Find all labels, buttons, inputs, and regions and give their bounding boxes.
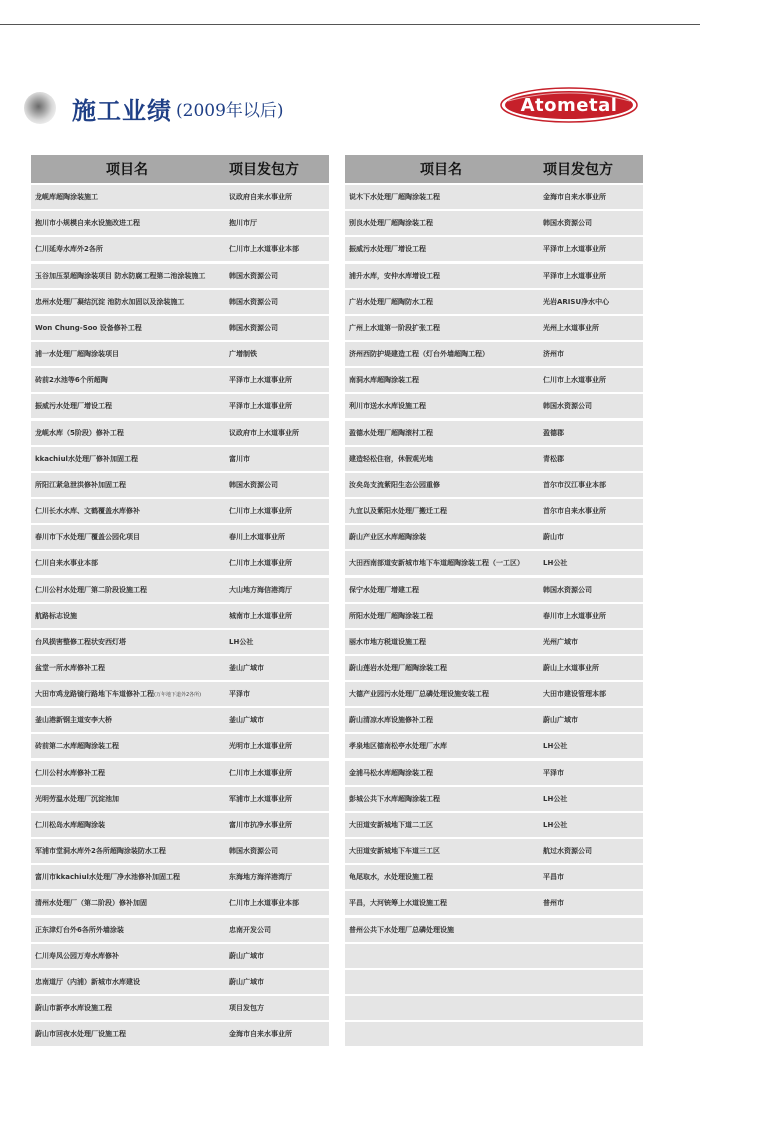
table-row	[345, 237, 643, 261]
client-cell: 仁川市上水道事业本部	[229, 245, 299, 254]
table-row	[345, 185, 643, 209]
project-name: 大田道安新城地下道二工区	[349, 820, 433, 829]
project-name-cell	[345, 244, 537, 254]
client-cell: 韩国水资源公司	[229, 271, 278, 280]
table-row	[345, 918, 643, 942]
project-name: 蔚山市新亭水库设施工程	[35, 1004, 112, 1012]
table-row	[345, 996, 643, 1020]
project-name: 航路标志设施	[35, 611, 77, 620]
project-name-note: (万年地下道外2各所)	[154, 692, 202, 699]
project-name-cell	[31, 689, 223, 699]
project-name-cell	[345, 663, 537, 673]
project-name: 普州公共下水处理厂总磷处理设施	[349, 925, 454, 934]
client-cell: 富川市抗净水事业所	[229, 820, 292, 829]
project-name: 砖前第二水库超陶涂装工程	[35, 742, 119, 751]
table-row	[31, 604, 329, 628]
bullet-icon	[24, 92, 56, 124]
client-cell: 釜山广域市	[229, 716, 264, 725]
client-cell: 青松郡	[543, 454, 564, 463]
client-cell: 平泽市	[229, 690, 250, 699]
project-name-cell	[31, 297, 223, 307]
table-row	[31, 944, 329, 968]
client-cell: 蔚山广域市	[543, 716, 578, 725]
project-name-cell	[31, 428, 223, 438]
project-name: 振威污水处理厂增设工程	[35, 402, 112, 411]
project-name-cell	[345, 611, 537, 621]
table-row	[345, 551, 643, 575]
project-name: 砖前2水池等6个所超陶	[35, 376, 108, 385]
table-row	[345, 813, 643, 837]
client-cell: 首尔市自来水事业所	[543, 507, 606, 516]
table-row	[345, 656, 643, 680]
client-cell: 仁川市上水道事业所	[543, 376, 606, 385]
project-name-cell	[31, 898, 223, 908]
client-cell: 韩国水资源公司	[543, 402, 592, 411]
client-cell: 平泽市上水道事业所	[229, 376, 292, 385]
table-row	[31, 237, 329, 261]
project-name-cell	[345, 585, 537, 595]
project-name: 彭城公共下水库超陶涂装工程	[349, 794, 440, 803]
project-name: 大德产业园污水处理厂总磷处理设施安装工程	[349, 690, 489, 699]
project-name: 浦一水处理厂超陶涂装项目	[35, 350, 119, 359]
table-row	[345, 473, 643, 497]
project-name-cell	[345, 794, 537, 804]
project-name-cell	[345, 454, 537, 464]
project-name-cell	[31, 375, 223, 385]
table-row	[31, 813, 329, 837]
table-row	[31, 578, 329, 602]
project-name: 大田道安新城地下车道三工区	[349, 847, 440, 856]
client-cell: 釜山广域市	[229, 663, 264, 672]
project-name-cell	[345, 689, 537, 699]
table-row	[31, 708, 329, 732]
client-cell: 东海地方海洋港湾厅	[229, 873, 292, 882]
client-cell: 韩国水资源公司	[543, 219, 592, 228]
project-name-cell	[31, 663, 223, 673]
project-name-cell	[31, 951, 223, 961]
table-row	[345, 342, 643, 366]
table-row	[345, 891, 643, 915]
project-name-cell	[345, 898, 537, 908]
project-name: 台风损害整修工程状安西灯塔	[35, 637, 126, 646]
project-name-cell	[31, 637, 223, 647]
client-cell: 韩国水资源公司	[229, 297, 278, 306]
table-row	[31, 394, 329, 418]
project-name: 建造轻松住宿，休假观光地	[349, 454, 433, 463]
project-name: 蔚山市回夜水处理厂设施工程	[35, 1030, 126, 1039]
table-row	[345, 761, 643, 785]
project-name: 清州水处理厂（第二阶段）修补加固	[35, 899, 147, 908]
table-row	[345, 944, 643, 968]
table-row	[345, 787, 643, 811]
project-name: 蔚山清凉水库设施修补工程	[349, 716, 433, 725]
client-cell: 光岩ARISU净水中心	[543, 297, 610, 306]
table-row	[345, 630, 643, 654]
header-client: 项目发包方	[229, 162, 299, 178]
client-cell: 蔚山市	[543, 533, 564, 542]
table-row	[345, 604, 643, 628]
project-name: kkachiul水处理厂修补加固工程	[35, 454, 138, 463]
client-cell: 仁川市上水道事业本部	[229, 899, 299, 908]
project-name: 正东津灯台外6各所外墙涂装	[35, 925, 124, 934]
table-row	[345, 368, 643, 392]
project-name-cell	[31, 532, 223, 542]
client-cell: 光明市上水道事业所	[229, 742, 292, 751]
table-row	[345, 682, 643, 706]
client-cell: 军浦市上水道事业所	[229, 794, 292, 803]
project-name-cell	[31, 846, 223, 856]
project-name-cell	[31, 715, 223, 725]
project-name: 利川市送水水库设施工程	[349, 402, 426, 411]
table-row	[345, 578, 643, 602]
project-name: 仁川公村水处理厂第二阶段设施工程	[35, 585, 147, 594]
table-row	[31, 368, 329, 392]
project-name-cell	[345, 558, 537, 568]
client-cell: 议政府自来水事业所	[229, 193, 292, 202]
client-cell: 盈德郡	[543, 428, 564, 437]
client-cell: 春川市上水道事业所	[543, 611, 606, 620]
client-cell: 平泽市上水道事业所	[543, 245, 606, 254]
project-name: 说木下水处理厂超陶涂装工程	[349, 193, 440, 202]
table-row	[345, 264, 643, 288]
table-row	[31, 734, 329, 758]
project-name-cell	[345, 401, 537, 411]
client-cell: 航过水资源公司	[543, 847, 592, 856]
project-name-cell	[345, 323, 537, 333]
table-row	[345, 421, 643, 445]
table-row	[31, 682, 329, 706]
page-subtitle: (2009年以后)	[176, 100, 284, 121]
project-name: 南洞水库超陶涂装工程	[349, 376, 419, 385]
project-name: 大田西南部道安新城市地下车道超陶涂装工程（一工区）	[349, 559, 524, 568]
table-body-right	[345, 185, 643, 1046]
project-name: 仁川寿凤公园万寿水库修补	[35, 951, 119, 960]
project-name: 忠南道厅（内浦）新城市水库建设	[35, 977, 140, 986]
client-cell: 韩国水资源公司	[229, 480, 278, 489]
project-name: 抱川市小规模自来水设施改进工程	[35, 219, 140, 228]
client-cell: 金海市自来水事业所	[229, 1030, 292, 1039]
project-name: 所阳水处理厂超陶涂装工程	[349, 611, 433, 620]
project-name: 仁川自来水事业本部	[35, 559, 98, 568]
table-row	[345, 839, 643, 863]
project-name-cell	[31, 585, 223, 595]
project-name: 军浦市堂洞水库外2各所超陶涂装防水工程	[35, 847, 166, 856]
project-name-cell	[345, 872, 537, 882]
project-name-cell	[31, 1029, 223, 1039]
project-name-cell	[345, 532, 537, 542]
project-name: 保宁水处理厂增建工程	[349, 585, 419, 594]
client-cell: 项目发包方	[229, 1004, 264, 1012]
table-row	[345, 499, 643, 523]
client-cell: 韩国水资源公司	[543, 585, 592, 594]
project-name: 蔚山莲岩水处理厂超陶涂装工程	[349, 663, 447, 672]
project-name-cell	[345, 820, 537, 830]
project-name-cell	[31, 218, 223, 228]
table-row	[31, 551, 329, 575]
project-name: 光明劳温水处理厂沉淀池加	[35, 794, 119, 803]
project-name: 平昌，大河铳筹上水道设施工程	[349, 899, 447, 908]
table-row	[345, 447, 643, 471]
project-name-cell	[345, 768, 537, 778]
client-cell: 平泽市	[543, 768, 564, 777]
project-name-cell	[31, 192, 223, 202]
project-name-cell	[345, 637, 537, 647]
project-name: 金浦马松水库超陶涂装工程	[349, 768, 433, 777]
client-cell: 韩国水资源公司	[229, 847, 278, 856]
table-row	[345, 1022, 643, 1046]
table-row	[31, 316, 329, 340]
table-row	[345, 525, 643, 549]
project-name: 釜山港新钢主道安李大桥	[35, 716, 112, 725]
project-name-cell	[31, 611, 223, 621]
project-table-left	[31, 155, 329, 1046]
project-name-cell	[31, 558, 223, 568]
project-name-cell	[345, 192, 537, 202]
logo-text	[500, 87, 638, 123]
project-name-cell	[31, 820, 223, 830]
project-name: Won Chung-Soo 设备修补工程	[35, 323, 142, 332]
project-name-cell	[345, 297, 537, 307]
table-row	[345, 290, 643, 314]
header-project-name: 项目名	[106, 162, 148, 178]
project-name: 盆堂一所水库修补工程	[35, 663, 105, 672]
table-row	[31, 918, 329, 942]
table-row	[31, 996, 329, 1020]
project-name: 丽水市地方税道设施工程	[349, 637, 426, 646]
project-name-cell	[345, 480, 537, 490]
project-name-cell	[31, 323, 223, 333]
table-row	[31, 499, 329, 523]
client-cell: 广增制铁	[229, 350, 257, 359]
project-name: 玉谷加压泵超陶涂装项目 防水防腐工程第二池涂装施工	[35, 271, 206, 280]
client-cell: 普州市	[543, 899, 564, 908]
header-client: 项目发包方	[543, 162, 613, 178]
client-cell: 仁川市上水道事业所	[229, 559, 292, 568]
client-cell: 议政府市上水道事业所	[229, 428, 299, 437]
project-name-cell	[345, 506, 537, 516]
client-cell: LH公社	[543, 820, 568, 829]
project-name-cell	[31, 349, 223, 359]
atometal-logo	[500, 87, 638, 123]
project-name: 济州西防护堤建造工程（灯台外墙超陶工程）	[349, 350, 489, 359]
project-name: 春川市下水处理厂覆盖公园化项目	[35, 533, 140, 542]
client-cell: 仁川市上水道事业所	[229, 768, 292, 777]
table-row	[31, 211, 329, 235]
project-name-cell	[31, 506, 223, 516]
project-name-cell	[345, 715, 537, 725]
client-cell: LH公社	[229, 637, 254, 646]
client-cell: 光州广域市	[543, 637, 578, 646]
project-name: 所阳江紧急泄洪修补加固工程	[35, 480, 126, 489]
project-name: 仁川松岛水库超陶涂装	[35, 820, 105, 829]
table-row	[31, 421, 329, 445]
project-name-cell	[345, 925, 537, 935]
project-name: 蔚山产业区水库超陶涂装	[349, 533, 426, 542]
client-cell: 富川市	[229, 454, 250, 463]
project-name: 仁川延寿水库外2各所	[35, 245, 103, 254]
table-row	[31, 473, 329, 497]
project-table-right	[345, 155, 643, 1046]
project-name-cell	[31, 401, 223, 411]
project-name: 龙岘库超陶涂装施工	[35, 193, 98, 202]
project-name-cell	[31, 271, 223, 281]
project-name-cell	[345, 741, 537, 751]
client-cell: 金海市自来水事业所	[543, 193, 606, 202]
project-name: 汝矣岛支流紫阳生态公园重修	[349, 480, 440, 489]
table-row	[31, 865, 329, 889]
project-name: 忠州水处理厂凝结沉淀 池防水加固以及涂装施工	[35, 297, 185, 306]
client-cell: 抱川市厅	[229, 219, 257, 228]
client-cell: 平泽市上水道事业所	[543, 271, 606, 280]
table-row	[345, 316, 643, 340]
table-row	[345, 394, 643, 418]
project-name: 盈德水处理厂超陶滚村工程	[349, 428, 433, 437]
project-name: 大田市鸡龙路镜行路地下车道修补工程	[35, 690, 154, 699]
client-cell: 首尔市汉江事业本部	[543, 480, 606, 489]
project-name-cell	[345, 375, 537, 385]
project-name-cell	[31, 1003, 223, 1013]
project-name-cell	[31, 768, 223, 778]
project-name: 仁川长水水库、文鹤覆盖水库修补	[35, 507, 140, 516]
table-row	[31, 447, 329, 471]
project-name: 富川市kkachiul水处理厂净水池修补加固工程	[35, 873, 180, 882]
project-name: 龙岘水库（5阶段）修补工程	[35, 428, 124, 437]
header-project-name: 项目名	[420, 162, 462, 178]
client-cell: 蔚山上水道事业所	[543, 663, 599, 672]
top-rule	[0, 24, 700, 25]
table-row	[31, 630, 329, 654]
table-row	[345, 708, 643, 732]
table-row	[31, 891, 329, 915]
project-name-cell	[31, 454, 223, 464]
table-header	[345, 155, 643, 183]
table-header	[31, 155, 329, 183]
table-row	[31, 1022, 329, 1046]
client-cell: 大田市建设管理本部	[543, 690, 606, 699]
table-row	[31, 970, 329, 994]
section-title	[24, 86, 284, 130]
client-cell: LH公社	[543, 559, 568, 568]
client-cell: 仁川市上水道事业所	[229, 507, 292, 516]
table-row	[31, 342, 329, 366]
table-row	[31, 656, 329, 680]
project-name-cell	[345, 428, 537, 438]
client-cell: 蔚山广域市	[229, 951, 264, 960]
project-name: 仁川公村水库修补工程	[35, 768, 105, 777]
table-row	[345, 865, 643, 889]
table-row	[31, 787, 329, 811]
table-row	[31, 525, 329, 549]
table-row	[345, 970, 643, 994]
client-cell: 济州市	[543, 350, 564, 359]
table-row	[345, 734, 643, 758]
project-name: 龟尾取水，水处理设施工程	[349, 873, 433, 882]
client-cell: 大山地方海信港湾厅	[229, 585, 292, 594]
client-cell: 城南市上水道事业所	[229, 611, 292, 620]
logo-word: Atometal	[520, 94, 618, 116]
table-row	[345, 211, 643, 235]
project-name-cell	[31, 925, 223, 935]
client-cell: 韩国水资源公司	[229, 323, 278, 332]
client-cell: LH公社	[543, 794, 568, 803]
project-name-cell	[31, 244, 223, 254]
project-name: 别良水处理厂超陶涂装工程	[349, 219, 433, 228]
project-name-cell	[31, 872, 223, 882]
table-row	[31, 185, 329, 209]
project-name: 孝泉地区德南松亭水处理厂水库	[349, 742, 447, 751]
project-name: 广州上水道第一阶段扩张工程	[349, 323, 440, 332]
project-name-cell	[31, 977, 223, 987]
client-cell: 平泽市上水道事业所	[229, 402, 292, 411]
project-name-cell	[31, 480, 223, 490]
client-cell: 春川上水道事业所	[229, 533, 285, 542]
table-row	[31, 761, 329, 785]
table-row	[31, 264, 329, 288]
table-row	[31, 839, 329, 863]
client-cell: LH公社	[543, 742, 568, 751]
project-name-cell	[345, 218, 537, 228]
project-name-cell	[345, 349, 537, 359]
project-name: 浦升水库，安仲水库增设工程	[349, 271, 440, 280]
table-row	[31, 290, 329, 314]
page-title: 施工业绩	[72, 95, 172, 125]
table-body-left	[31, 185, 329, 1046]
client-cell: 蔚山广域市	[229, 977, 264, 986]
project-name: 广岩水处理厂超陶防水工程	[349, 297, 433, 306]
client-cell: 忠南开发公司	[229, 925, 271, 934]
project-name-cell	[31, 741, 223, 751]
project-name-cell	[345, 846, 537, 856]
project-name: 振威污水处理厂增设工程	[349, 245, 426, 254]
project-name: 九宜以及紫阳水处理厂搬迁工程	[349, 507, 447, 516]
project-name-cell	[345, 271, 537, 281]
client-cell: 平昌市	[543, 873, 564, 882]
project-name-cell	[31, 794, 223, 804]
client-cell: 光州上水道事业所	[543, 323, 599, 332]
